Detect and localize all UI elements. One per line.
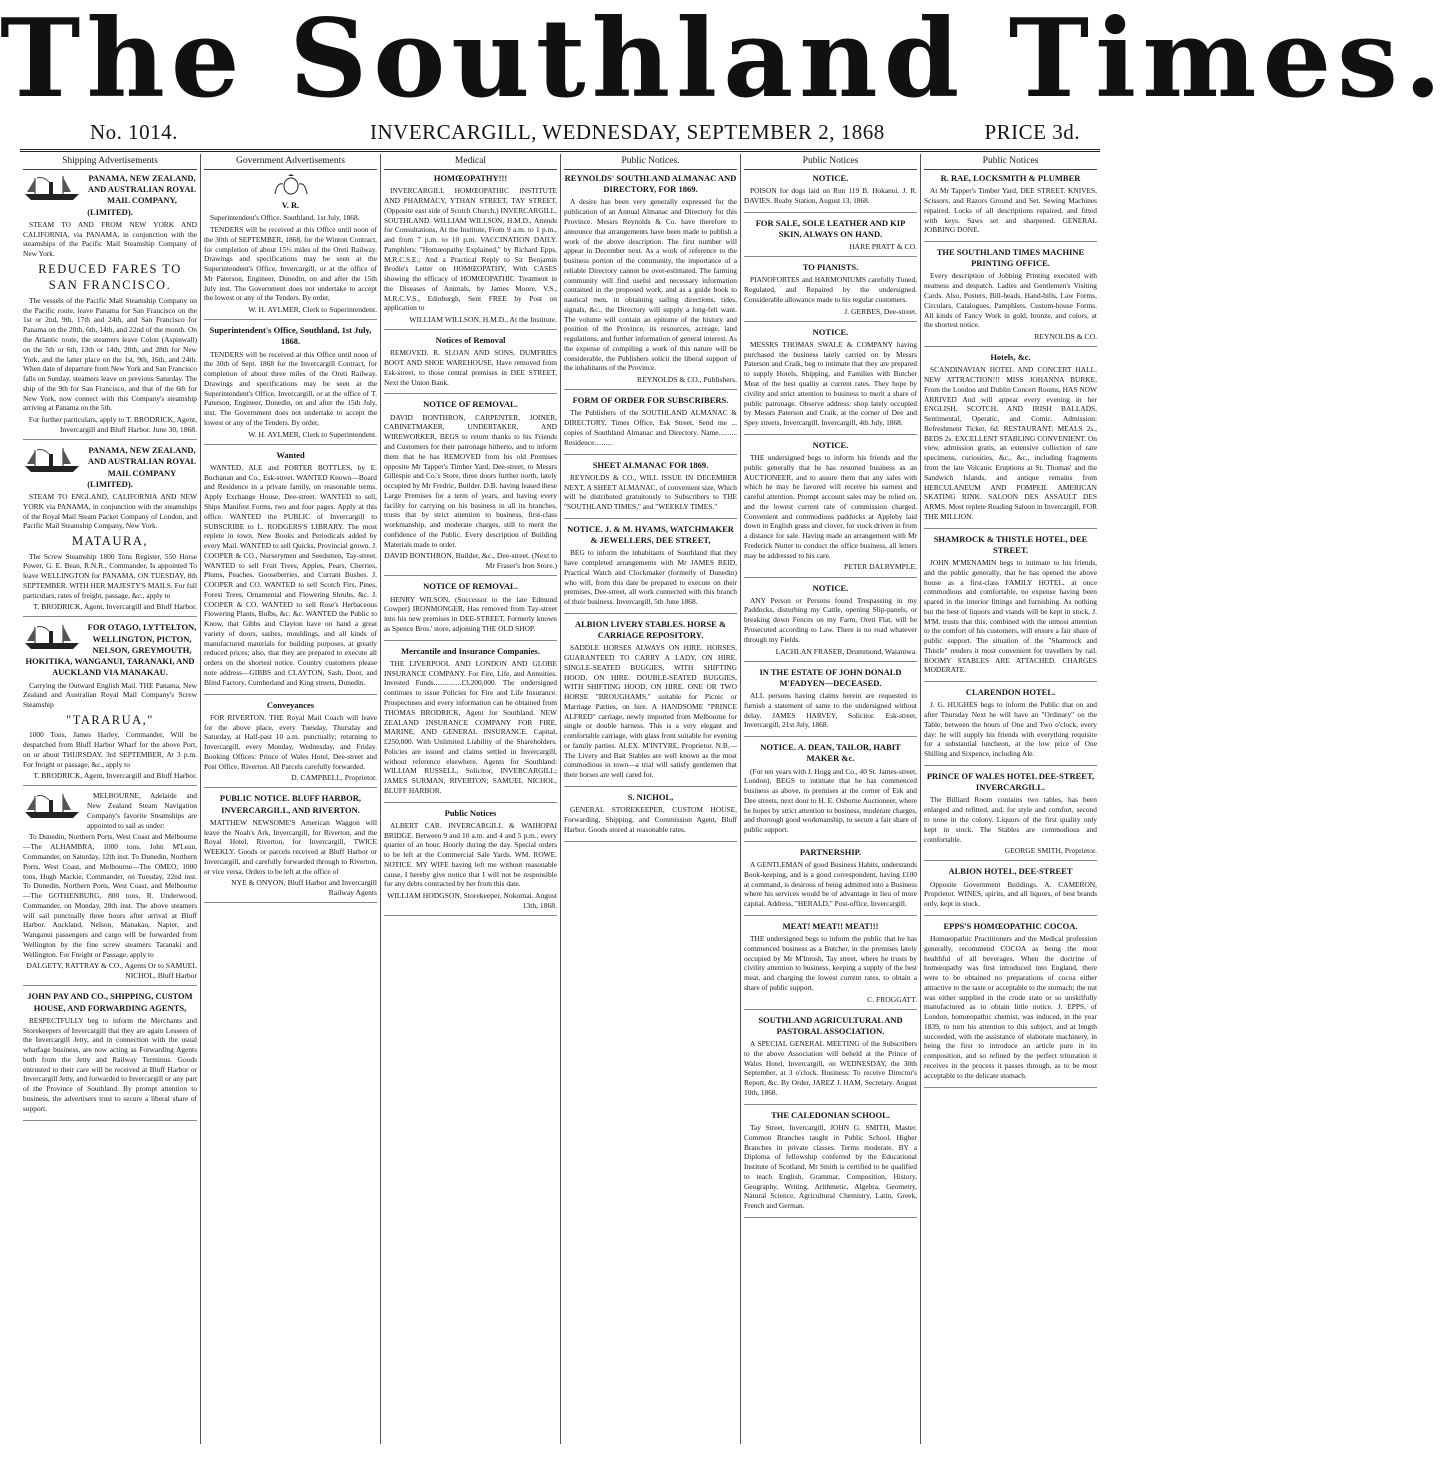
column-5 — [740, 154, 920, 1444]
ad-body: Tay Street, Invercargill, JOHN G. SMITH, Master. Common Branches taught in Public School, Higher Branches in private classes. Terms moderate. BY a Diploma of fellowship conferred by the Educational Institute of Scotland, Mr Smith is certified to be qualified to teach English, Grammar, Composition, History, Geography, Writing, Arithmetic, Algebra, Geometry, Natural Science, Agricultural Chemistry, Latin, Greek, French and German. — [744, 1122, 917, 1211]
ad-headline: JOHN PAY AND CO., SHIPPING, CUSTOM HOUSE, AND FORWARDING AGENTS, — [27, 991, 193, 1013]
advertisement — [384, 399, 557, 576]
ad-headline: Notices of Removal — [435, 335, 506, 346]
ad-body: DAVID BONTHRON, CARPENTER, JOINER, CABINETMAKER, UNDERTAKER, AND WIREWORKER, BEGS to return thanks to his Friends and Customers for their patronage hitherto, and to inform them that he has REMOVED from his old Premises opposite Mr Tapper's Timber Yard, Dee-street, to Messrs Gillespie and Co.'s Store, three doors further north, lately occupied by Mr Fredric, Builder. D.B. having leased these Large Premises for a term of years, and having every facility for carrying on his business in all its branches, trusts that by strict attention to business, first-class workmanship, and moderate charges, still to merit the confidence of the Public. Every description of Building Materials made to order. — [384, 412, 557, 549]
ad-body: REMOVED. R. SLOAN AND SONS, DUMFRIES BOOT AND SHOE WAREHOUSE, Have removed from Esk-street, to those central premises in DEE STREET, Next the Union Bank. — [384, 348, 557, 387]
ad-body: STEAM TO AND FROM NEW YORK AND CALIFORNIA, via PANAMA, in conjunction with the steamships of the Pacific Mail Steamship Company of New York. — [23, 219, 197, 259]
ad-signature: GEORGE SMITH, Proprietor. — [1004, 846, 1097, 856]
advertisement — [744, 583, 917, 662]
advertisement — [204, 793, 377, 903]
ad-body: THE LIVERPOOL AND LONDON AND GLOBE INSURANCE COMPANY. For Fire, Life, and Annuities. Invested Funds...............£3,200,000. The undersigned continues to issue Policies for Fire and Life Insurance. Prospectuses and every information can be obtained from THOMAS BRODRICK, Agent for Southland. NEW ZEALAND INSURANCE COMPANY FOR FIRE, MARINE, AND GENERAL INSURANCE. Capital, £250,000. With Unlimited Liability of the Shareholders. Policies are issued and claims settled in Invercargill, without reference elsewhere. Agents for Southland: WILLIAM RUSSELL, Solicitor, INVERCARGILL; JAMES SURMAN, RIVERTON; SAMUEL NICHOL, BLUFF HARBOR. — [384, 658, 557, 795]
ad-signature: T. BRODRICK, Agent, Invercargill and Bluff Harbor. — [33, 771, 197, 781]
ad-body: WANTED, ALE and PORTER BOTTLES, by E. Buchanan and Co., Esk-street. WANTED Known—Board and Residence in a private family, on reasonable terms. Apply Exchange House, Dee-street. WANTED to sell, Ships Manifest Forms, two and four pages. Apply at this office. WANTED the PUBLIC of Invercargill to SUBSCRIBE to L. RODGERS'S LIBRARY. The most replete in town. New Books and Periodicals added by every Mail. WANTED to sell Quicks, Provincial grown. J. COOPER & CO., Nurserymen and Seedsmen, Tay-street. WANTED to sell Fruit Trees, Apples, Pears, Cherries, Plums, Peaches, Gooseberries, and Currant Bushes. J. COOPER and CO. WANTED to sell Scotch Firs, Pines, Forest Trees, Ornamental and Flowering Shrubs, &c. J. COOPER & CO. WANTED to sell Rose's Herbaceous Flowering Plants, Bulbs, &c. &c. WANTED the Public to Know, that Gibbs and Clayton have on hand a great variety of doors, sashes, mouldings, and all kinds of manufactured materials for building purposes, at greatly reduced prices; also, that they are prepared to execute all orders on the shortest notice. Country customers please note address—GIBBS and CLAYTON, Sash, Door, and Blind Factory, Cumberland and King streets, Dunedin. — [204, 462, 377, 687]
ad-headline: NOTICE OF REMOVAL. — [423, 581, 518, 592]
ad-signature: J. GERBES, Dee-street. — [844, 306, 917, 316]
ad-headline: PARTNERSHIP. — [799, 846, 862, 857]
ad-signature: W. H. AYLMER, Clerk to Superintendent. — [248, 305, 377, 315]
ad-text: 1000 Tons, James Harley, Commander, Will be despatched from Bluff Harbor Wharf for the above Port, on or about THURSDAY, 3rd SEPTEMBER, At 3 p.m. For freight or passage, &c., apply to — [23, 730, 197, 769]
ad-body: ALBERT CAR. INVERCARGILL & WAIHOPAI BRIDGE. Between 9 and 10 a.m. and 4 and 5 p.m., every quarter of an hour. Hourly during the day. Special orders to be left at the Commercial Sale Yards. WM. ROWE. NOTICE. MY WIFE having left me without reasonable cause, I hereby give notice that I will not be responsible for any debts contracted by her from this date. — [384, 820, 557, 889]
issue-number: No. 1014. — [90, 120, 178, 144]
steamship-icon — [23, 174, 83, 202]
ad-headline: Wanted — [276, 449, 305, 460]
ad-headline: FOR SALE, SOLE LEATHER AND KIP SKIN, ALWAYS ON HAND. — [755, 217, 906, 239]
ad-headline: S. NICHOL, — [627, 791, 674, 802]
ad-headline: THE SOUTHLAND TIMES MACHINE PRINTING OFFICE. — [936, 247, 1085, 269]
ad-signature: REYNOLDS & CO. — [1034, 332, 1097, 342]
steamship-icon — [23, 446, 83, 474]
column-heading: Medical — [384, 154, 557, 170]
ad-body: STEAM TO ENGLAND, CALIFORNIA AND NEW YORK via PANAMA, in conjunction with the steamships of the Royal Mail Steam Packet Company of London, and Pacific Mail Steamship Company, New York. — [23, 492, 197, 531]
ad-body: PIANOFORTES and HARMONIUMS carefully Tuned, Regulated, and Repaired by the undersigned. Considerable allowance made to his regular customers. — [744, 275, 917, 304]
advertisement — [564, 173, 737, 390]
ad-headline: ALBION LIVERY STABLES. HORSE & CARRIAGE REPOSITORY. — [574, 618, 727, 641]
ad-body: POISON for dogs laid on Run 119 B. Hokanui. J. R. DAVIES. Reaby Station, August 13, 1868. — [744, 186, 917, 205]
advertisement — [924, 687, 1097, 766]
ad-body: Every description of Jobbing Printing executed with neatness and despatch. Ladies and Gentlemen's Visiting Cards. Also, Posters, Bill-heads, Hand-bills, Law Forms, Circulars, Catalogues, Pamphlets, Custom-house Forms. All kinds of Fancy Work in gold, bronze, and colors, at the shortest notice. — [924, 271, 1097, 330]
advertisement — [924, 352, 1097, 528]
column-4 — [560, 154, 740, 1444]
advertisement — [564, 395, 737, 454]
ad-body: THE undersigned begs to inform his friends and the public generally that he has resumed business as an AUCTIONEER, and to assure them that any sales with which he may be favored will receive his earnest and careful attention. Prompt account sales may be relied on, and the lowest current rate of commission charged. Convenient and commodious paddocks at Appleby laid down in English grass and clover, for stock driven in from a distance for sale. Having made an arrangement with Mr Frederick Nutter to conduct the office business, all letters may be addressed to his care. — [744, 453, 917, 560]
ad-signature: WILLIAM HODGSON, Storekeeper, Nokomai. August 13th, 1868. — [387, 891, 557, 911]
column-2 — [200, 154, 380, 1444]
ad-headline: EPPS'S HOMŒOPATHIC COCOA. — [943, 920, 1078, 931]
advertisement — [924, 534, 1097, 683]
royal-crest-icon — [271, 174, 311, 196]
advertisement — [23, 791, 197, 986]
ad-headline: NOTICE. — [812, 326, 849, 337]
ad-text: To Dunedin, Northern Ports, West Coast and Melbourne—The ALHAMBRA, 1000 tons, John M'Lean, Commander, on Saturday, 12th inst. To Dunedin, Northern Ports, West Coast, and Melbourne—The OMEO, 1000 tons, Hugh Mackie, Commander, on Tuesday, 22nd inst. To Dunedin, Northern Ports, West Coast, and Melbourne—The GOTHENBURG, 800 tons, R. Underwood, Commander, on Monday, 28th inst. The above steamers will sail punctually three hours after arrival at Bluff Harbor. Auckland, Nelson, Manakau, Napier, and Wanganui passengers and cargo will be forwarded from Wellington by the fine screw steamers Taranaki and Wellington. For Freight or Passage, apply to — [23, 832, 197, 959]
advertisement — [744, 218, 917, 257]
advertisement — [23, 622, 197, 786]
advertisement — [384, 808, 557, 917]
ad-headline: NOTICE. — [812, 173, 849, 183]
ad-headline: NOTICE OF REMOVAL. — [423, 399, 518, 410]
ad-body: INVERCARGILL HOMŒOPATHIC INSTITUTE AND PHARMACY, YTHAN STREET, TAY STREET, (Opposite east side of Scotch Church,) INVERCARGILL, SOUTHLAND. WILLIAM WILLSON, H.M.D., Attends for Consultations, At the Institute, From 9 a.m. to 1 p.m., and from 7 p.m. to 10 p.m. VACCINATION DAILY. Pamphlets: "Homœopathy Explained," by Richard Epps, M.R.C.S.E.; And a Practical Reply to Sir Benjamin Brodie's Letter on HOMŒOPATHY, With CASES showing the efficacy of HOMŒOPATHIC Treatment in the Diseases of Animals, by James Moore, V.S., M.R.C.V.S., Edinburgh, Sent FREE by Post on application to — [384, 186, 557, 313]
column-3 — [380, 154, 560, 1444]
ad-title: REDUCED FARES TO SAN FRANCISCO. — [38, 261, 182, 293]
ad-headline: V. R. — [281, 200, 300, 210]
ad-body: (For ten years with J. Hogg and Co., 40 St. James-street, London), BEGS to intimate that he has commenced business as above, in premises at the corner of Esk and Dee streets, next door to H. E. Osborne Auctioneer, where he hopes by strict attention to business, moderate charges, and thorough good workmanship, to secure a fair share of public support. — [744, 766, 917, 835]
ad-body: MELBOURNE, Adelaide and New Zealand Steam Navigation Company's favorite Steamships are appointed to sail as under: — [87, 791, 197, 830]
ad-body: At Mr Tapper's Timber Yard, DEE STREET. KNIVES, Scissors, and Razors Ground and Set. Sewing Machines repaired. Locks of all descriptions repaired, and fitted with keys. Saws set and sharpened. GENERAL JOBBING DONE. — [924, 186, 1097, 235]
advertisement — [924, 921, 1097, 1088]
column-6 — [920, 154, 1100, 1444]
advertisement — [384, 335, 557, 394]
ad-body: The Publishers of the SOUTHLAND ALMANAC & DIRECTORY, Times Office, Esk Street, Send me ... copies of Southland Almanac and Directory. Name.......... Residence.......... — [564, 408, 737, 447]
advertisement — [384, 173, 557, 330]
price: PRICE 3d. — [984, 120, 1080, 144]
advertisement — [564, 619, 737, 787]
ad-body: Superintendent's Office. Southland, 1st July, 1868. — [210, 213, 360, 223]
advertisement — [744, 173, 917, 213]
column-heading: Public Notices — [744, 154, 917, 170]
ad-body: A desire has been very generally expressed for the publication of an Annual Almanac and Directory for this Province. Messrs Reynolds & Co. have therefore to announce that arrangements have been made to publish a work of the above description. The first number will appear in December next. As a work of reference to the business portion of the community, the importance of a reliable Directory cannot be over-estimated. The farming community will find useful and necessary information contained in the proposed work, and as a guide book to nautical men, in obtaining sailing directions, tides, signals, &c., the Directory will supply a long-felt want. The volume will contain an epitome of the history and position of the Province, its resources, acreage, land regulations, and further information of general interest. As the expense of compiling a work of this nature will be considerable, the Publishers solicit the liberal support of the inhabitants of the Province. — [564, 197, 737, 373]
ad-headline: Public Notices — [444, 807, 497, 818]
advertisement — [744, 847, 917, 916]
advertisement — [23, 445, 197, 617]
column-heading: Public Notices. — [564, 154, 737, 170]
ad-body: GENERAL STOREKEEPER, CUSTOM HOUSE, Forwarding, Shipping, and Commission Agent, Bluff Harbor. Goods stored at reasonable rates. — [564, 805, 737, 834]
advertisement — [23, 991, 197, 1120]
ad-text: TENDERS will be received at this Office until noon of the 30th of SEPTEMBER, 1868, for the Winton Contract, for completion of about 15½ miles of the Oreti Railway. Drawings and specifications may be seen at the Superintendent's Office, Invercargill, or at the office of Mr Paterson, Engineer, Dunedin, on and after the 15th July inst. The Government does not undertake to accept the lowest or any of the Tenders. By order, — [204, 224, 377, 303]
ad-headline: NOTICE. — [812, 582, 849, 593]
ad-headline: HOMŒOPATHY!!! — [433, 173, 508, 183]
advertisement — [924, 247, 1097, 347]
ad-headline: Superintendent's Office, Southland, 1st July, 1868. — [209, 325, 372, 347]
ad-signature: DAVID BONTHRON, Builder, &c., Dee-street. (Next to Mr Fraser's Iron Store.) — [384, 551, 557, 571]
ad-body: The Billiard Room contains two tables, has been enlarged and refitted, and, for style and comfort, second to none in the colony. Liquors of the first quality only kept in stock. The Stables are commodious and comfortable. — [924, 795, 1097, 844]
steamship-icon — [23, 623, 83, 651]
advertisement — [744, 262, 917, 322]
advertisement — [744, 742, 917, 842]
column-heading: Government Advertisements — [204, 154, 377, 170]
ad-body: HENRY WILSON, (Successor to the late Edmund Cowper) IRONMONGER, Has removed from Tay-street into his new premises in DEE-STREET, Formerly known as Spence Bros.' store, adjoining THE OLD SHOP. — [384, 594, 557, 633]
ad-headline: FORM OF ORDER FOR SUBSCRIBERS. — [572, 395, 729, 406]
steamship-icon — [23, 792, 83, 820]
advertisement — [744, 1015, 917, 1105]
advertisement — [204, 174, 377, 320]
advertisement — [204, 450, 377, 695]
advertisement — [384, 646, 557, 803]
ad-body: Homœopathic Practitioners and the Medical profession generally, recommend COCOA as being the most healthful of all beverages. When the doctrine of homœopathy was first introduced into England, there were to be obtained no preparations of cocoa either attractive to the taste or acceptable to the stomach; the nut was either supplied in the crude state or so unskilfully manufactured as to obtain little notice. J. EPPS, of London, homœopathic chemist, was induced, in the year 1839, to turn his attention to this subject, and at length succeeded, with the assistance of elaborate machinery, in being the first to introduce an article pure in its composition, and so refined by the perfect trituration it receives in the process it passes through, as to be most acceptable to the delicate stomach. — [924, 934, 1097, 1080]
advertisement — [744, 327, 917, 435]
ad-text: The Screw Steamship 1800 Tons Register, 550 Horse Power, G. E. Bean, R.N.R., Commander, Is appointed To leave WELLINGTON for PANAMA, ON TUESDAY, 8th SEPTEMBER. WITH HER MAJESTY'S MAILS. For full particulars, rates of freight, passage, &c., apply to — [23, 551, 197, 600]
ad-body: A SPECIAL GENERAL MEETING of the Subscribers to the above Association will beheld at the Prince of Wales Hotel, Invercargill, on WEDNESDAY, the 30th September, at 3 o'clock. Business: To receive Director's Report, &c. By Order, JAREZ J. HAM, Secretary. August 10th, 1868. — [744, 1039, 917, 1097]
ad-headline: REYNOLDS' SOUTHLAND ALMANAC AND DIRECTORY, FOR 1869. — [564, 173, 737, 195]
ad-body: SCANDINAVIAN HOTEL AND CONCERT HALL. NEW ATTRACTION!!! MISS JOHANNA BURKE, From the London and Dublin Concert Rooms, HAS NOW ARRIVED And will appear every evening in her ENGLISH, SCOTCH, AND IRISH BALLADS, Sentimental, Operatic, and Comic. Admission: Refreshment Ticket, 6d. RESTAURANT: MEALS 2s., BEDS 2s. EXCELLENT STABLING CONVENIENT. On view, admission gratis, an extensive collection of rare specimens, curiosities, &c., &c., including fragments from the late Volcanic Eruptions at St. Thomas' and the Sandwich Islands, and antique remains from HERCULANEUM AND POMPEII. AMERICAN SKATING RINK. SALOON DES ASSAULT DES ARMS. Most replete Reading Saloon in Invercargill, FOR THE MILLION. — [924, 365, 1098, 521]
ad-signature: W. H. AYLMER, Clerk to Superintendent. — [248, 429, 377, 439]
ad-headline: PANAMA, NEW ZEALAND, AND AUSTRALIAN ROYAL MAIL COMPANY, (LIMITED). — [87, 173, 197, 217]
ad-headline: PUBLIC NOTICE. BLUFF HARBOR, INVERCARGILL, AND RIVERTON. — [219, 793, 362, 815]
ad-headline: ALBION HOTEL, DEE-STREET — [948, 866, 1073, 877]
ad-headline: MEAT! MEAT!! MEAT!!! — [782, 920, 879, 931]
ad-signature: T. BRODRICK, Agent, Invercargill and Bluff Harbor. — [33, 602, 197, 612]
advertisement — [564, 792, 737, 842]
ad-signature: LACHLAN FRASER, Drummond, Waianiwa. — [775, 646, 917, 656]
advertisement — [744, 921, 917, 1010]
advertisement — [924, 771, 1097, 861]
ad-signature: HARE PRATT & CO. — [849, 242, 917, 252]
column-1 — [20, 154, 200, 1444]
ad-body: RESPECTFULLY beg to inform the Merchants and Storekeepers of Invercargill that they are again Lessees of the Invercargill Jetty, and in connection with the usual wharfage business, are now acting as Forwarding Agents both from the Jetty and Railway Terminus. Goods entrusted to their care will be received at Bluff Harbor or Invercargill Jetty, and forwarded to Invercargill or any part of the Province of Southland. By prompt attention to business, the advertisers trust to secure a liberal share of support. — [23, 1015, 197, 1113]
advertisement — [744, 440, 917, 578]
ad-headline: Mercantile and Insurance Companies. — [401, 645, 540, 656]
ad-headline: NOTICE. J. & M. HYAMS, WATCHMAKER & JEWELLERS, DEE STREET, — [567, 523, 734, 546]
ad-text: The vessels of the Pacific Mail Steamship Company on the Pacific route, leave Panama for San Francisco on the 1st or 2nd, 9th, 17th and 24th, and San Francisco for Panama on the 20th, 6th, 14th, and 22nd of the month. On the Atlantic route, the steamers leave Colon (Aspinwall) on the 5th or 6th, 13th or 14th, 20th, and 28th for New York, and the latter place on the 1st, 9th, 16th, and 24th. When date of departure from New York and San Francisco falls on Sunday, steamers leave on previous Saturday. The ship of the 9th for San Francisco, and that of the 6th for New York, now connect with this Company's steamship arriving at Panama on the 5th. — [23, 295, 197, 413]
ad-title: MATAURA, — [72, 534, 148, 549]
advertisement — [564, 524, 737, 614]
advertisement — [564, 460, 737, 519]
ad-headline: R. RAE, LOCKSMITH & PLUMBER — [940, 173, 1081, 183]
ad-body: THE undersigned begs to inform the public that he has commenced business as a Butcher, in the premises lately occupied by Mr M'Intosh, Tay street, where he trusts by civility attention to business, keeping a supply of the best meat, and charging the lowest current rates, to obtain a share of public support. — [744, 934, 917, 992]
advertisement — [23, 173, 197, 440]
ad-body: MATTHEW NEWSOME'S American Waggon will leave the Noah's Ark, Invercargill, for Riverton, and the Royal Hotel, Riverton, for Invercargill, TWICE WEEKLY. Goods or parcels received at Bluff Harbor or Invercargill, and carefully forwarded through to Riverton, or vice versa. Orders to be left at the office of — [204, 817, 377, 876]
ad-body: A GENTLEMAN of good Business Habits, understands Book-keeping, and is a good correspondent, having £100 at command, is desirous of being admitted into a Business where his services would be of advantage in lieu of more capital. Address, "HERALD," Post-office, Invercargill. — [744, 860, 917, 909]
ad-signature: D. CAMPBELL, Proprietor. — [291, 773, 377, 783]
ad-headline: NOTICE. — [812, 439, 849, 450]
ad-body: ALL persons having claims herein are requested to furnish a statement of same to the undersigned without delay. JAMES HARVEY, Solicitor. Esk-street, Invercargill, 21st July, 1868. — [744, 691, 917, 730]
ad-headline: CLARENDON HOTEL. — [965, 687, 1056, 698]
advertisement — [744, 1110, 917, 1218]
ad-signature: NYE & ONYON, Bluff Harbor and Invercargill Railway Agents — [231, 878, 377, 898]
ad-body: Opposite Government Buildings. A. CAMERON, Proprietor. WINES, spirits, and all liquors, of best brands only, kept in stock. — [924, 879, 1097, 909]
ad-headline: TO PIANISTS. — [802, 262, 859, 273]
ad-signature: For further particulars, apply to T. BRODRICK, Agent, Invercargill and Bluff Harbor. June 30, 1868. — [28, 415, 197, 435]
advertisement — [204, 325, 377, 445]
ad-title: "TARARUA," — [66, 712, 154, 727]
ad-body: Carrying the Outward English Mail. THE Panama, New Zealand and Australian Royal Mail Company's Screw Steamship — [23, 680, 197, 710]
ad-signature: C. FROGGATT. — [867, 994, 917, 1004]
advertisement — [384, 581, 557, 640]
columns — [20, 154, 1100, 1444]
ad-signature: REYNOLDS & CO., Publishers. — [637, 375, 737, 385]
ad-body: J. G. HUGHES begs to inform the Public that on and after Thursday Next he will have an "Ordinary" on the Table, between the hours of One and Two o'clock, every day: he will supply his friends with everything requisite for a substantial luncheon, at the low price of One Shilling and Sixpence, including Ale. — [924, 700, 1097, 759]
ad-headline: PANAMA, NEW ZEALAND, AND AUSTRALIAN ROYAL MAIL COMPANY (LIMITED). — [87, 445, 197, 489]
ad-headline: SHEET ALMANAC FOR 1869. — [592, 459, 709, 470]
ad-headline: NOTICE. A. DEAN, TAILOR, HABIT MAKER &c. — [760, 742, 901, 764]
ad-signature: WILLIAM WILLSON, H.M.D., At the Institute. — [409, 315, 557, 325]
ad-headline: THE CALEDONIAN SCHOOL. — [771, 1109, 890, 1120]
ad-headline: Hotels, &c. — [990, 352, 1031, 363]
ad-headline: SHAMROCK & THISTLE HOTEL, DEE STREET. — [933, 533, 1088, 555]
issue-date: INVERCARGILL, WEDNESDAY, SEPTEMBER 2, 1868 — [370, 120, 885, 144]
ad-body: SADDLE HORSES ALWAYS ON HIRE. HORSES, GUARANTEED TO CARRY A LADY, ON HIRE. SINGLE-SEATED BUGGIES, WITH SHIFTING HOOD, ON HIRE. DOUBLE-SEATED BUGGIES, WITH SHIFTING HOOD, ON HIRE. ONE OR TWO HORSE "BROUGHAMS," suitable for Picnic or Marriage Parties, on hire. A HANDSOME "PRINCE ALFRED" carriage, newly imported from Melbourne for single or double harness. This is a very elegant and comfortable carriage, with glass front suitable for evening or family parties. ALEX. M'INTYRE, Proprietor. N.B.—The Livery and Bait Stables are well known as the most commodious in town—a trial will satisfy gentlemen that their horses are well cared for. — [564, 643, 737, 780]
ad-headline: SOUTHLAND AGRICULTURAL AND PASTORAL ASSOCIATION. — [758, 1014, 903, 1036]
column-heading: Public Notices — [924, 154, 1097, 170]
masthead — [0, 0, 1448, 122]
advertisement — [204, 700, 377, 789]
ad-body: FOR RIVERTON. THE Royal Mail Coach will leave for the above place, every Tuesday, Thursday and Saturday, at Half-past 10 a.m. punctually; returning to Invercargill, every Monday, Wednesday, and Friday. Booking Offices: Prince of Wales Hotel, Dee-street and Post Office, Riverton. All Parcels carefully forwarded. — [204, 712, 377, 771]
ad-headline: Conveyances — [266, 699, 315, 710]
column-heading: Shipping Advertisements — [23, 154, 197, 170]
ad-body: REYNOLDS & CO., WILL ISSUE IN DECEMBER NEXT, A SHEET ALMANAC, of convenient size, Which will be distributed gratuitously to Subscribers to THE "SOUTHLAND TIMES," and "WEEKLY TIMES." — [564, 472, 737, 512]
ad-body: TENDERS will be received at this Office until noon of the 30th of Sept. 1868 for the Invercargill Contract, for completion of about three miles of the Oreti Railway. Drawings and specifications may be seen at the Superintendent's Office, Invercargill, or at the office of T. Paterson, Engineer, Dunedin, on and after the 15th July, inst. The Government does not undertake to accept the lowest or any of the Tenders. By order, — [204, 349, 377, 427]
newspaper-title: The Southland Times. — [0, 0, 1448, 122]
ad-body: MESSRS THOMAS SWALE & COMPANY having purchased the business lately carried on by Messrs Paterson and Craik, beg to intimate that they are prepared to supply Hotels, Shipping, and Families with Butcher Meat of the best quality at current rates. They hope by civility and strict attention to business to merit a share of public patronage. Observe address: shop lately occupied by Messrs Paterson and Craik, at the corner of Dee and Spey streets, Invercargill. Invercargill, 4th July, 1868. — [744, 339, 917, 428]
advertisement — [744, 667, 917, 738]
ad-headline: IN THE ESTATE OF JOHN DONALD M'FADYEN—DECEASED. — [759, 666, 902, 688]
advertisement — [924, 866, 1097, 916]
ad-body: ANY Person or Persons found Trespassing in my Paddocks, disturbing my Cattle, opening Slip-panels, or breaking down Fences on my Farm, Oreti Flat, will be Prosecuted according to Law. There is no road whatever through my Fields. — [744, 595, 917, 644]
ad-body: BEG to inform the inhabitants of Southland that they have completed arrangements with Mr JAMES REID, Practical Watch and Clockmaker (formerly of Dunedin) who will, from this date be prepared to execute on their premises, Dee-street, all work connected with this branch of their business. Invercargill, 5th June 1868. — [564, 548, 737, 607]
ad-body: JOHN M'MENAMIN begs to intimate to his friends, and the public generally, that he has opened the above house as a first-class FAMILY HOTEL, at once commodious and comfortable, no expense having been spared in the interior fittings and furnishing. As nothing but the best of liquors and viands will be kept in stock, J. M'M. trusts that this, combined with the utmost attention to the comfort of his customers, will ensure a fair share of public support. The situation of the "Shamrock and Thistle" renders it most convenient for travellers by rail. ROOMY STABLES ARE ATTACHED. CHARGES MODERATE. — [924, 558, 1097, 675]
ad-headline: FOR OTAGO, LYTTELTON, WELLINGTON, PICTON, NELSON, GREYMOUTH, HOKITIKA, WANGANUI, TARANAKI, AND AUCKLAND VIA MANAKAU. — [25, 622, 197, 678]
ad-headline: PRINCE OF WALES HOTEL DEE-STREET, INVERCARGILL. — [926, 771, 1095, 793]
advertisement — [924, 173, 1097, 242]
ad-signature: DALGETY, RATTRAY & CO., Agents Or to SAMUEL NICHOL, Bluff Harbor — [26, 961, 197, 981]
dateline — [20, 118, 1100, 152]
ad-signature: PETER DALRYMPLE. — [844, 562, 917, 572]
